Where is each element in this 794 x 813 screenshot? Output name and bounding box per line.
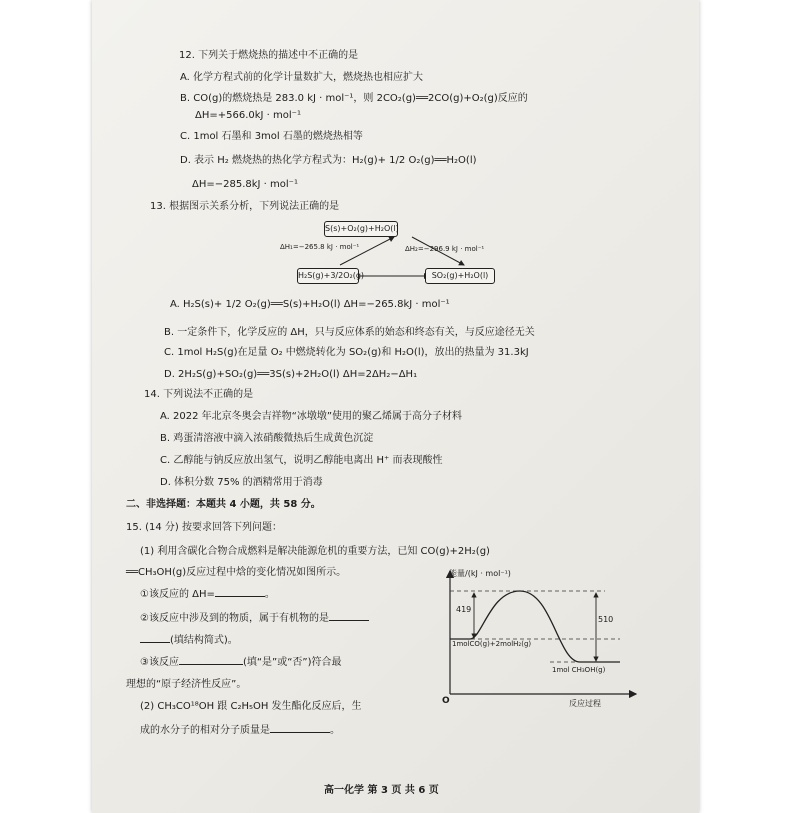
q14-stem: 14. 下列说法不正确的是 — [144, 389, 254, 400]
q13-option-a: A. H₂S(s)+ 1/2 O₂(g)══S(s)+H₂O(l) ΔH=−265.8kJ · mol⁻¹ — [170, 299, 450, 310]
page-footer: 高一化学 第 3 页 共 6 页 — [324, 785, 439, 796]
hess-dh1-label: ΔH₁=−265.8 kJ · mol⁻¹ — [280, 243, 360, 251]
q12-stem: 12. 下列关于燃烧热的描述中不正确的是 — [179, 50, 359, 61]
section-two-heading: 二、非选择题：本题共 4 小题，共 58 分。 — [126, 499, 321, 510]
q14-option-a: A. 2022 年北京冬奥会吉祥物“冰墩墩”使用的聚乙烯属于高分子材料 — [160, 411, 463, 422]
q15-sub3-blank[interactable] — [179, 664, 243, 665]
q15-sub1 — [140, 588, 275, 602]
energy-510-label: 510 — [598, 615, 614, 624]
product-label: 1mol CH₃OH(g) — [552, 666, 606, 674]
q15-part2-text: 成的水分子的相对分子质量是 — [140, 725, 270, 736]
q15-sub2-cont — [140, 634, 238, 648]
q12-option-b: B. CO(g)的燃烧热是 283.0 kJ · mol⁻¹，则 2CO₂(g)══2CO(g)+O₂(g)反应的 — [180, 93, 528, 104]
exam-page — [92, 0, 699, 813]
hess-box-left: H₂S(g)+3/2O₂(g) — [297, 268, 359, 284]
q15-sub2-blank[interactable] — [329, 620, 369, 621]
q14-option-b: B. 鸡蛋清溶液中滴入浓硝酸微热后生成黄色沉淀 — [160, 433, 374, 444]
q14-option-d: D. 体积分数 75% 的酒精常用于消毒 — [160, 477, 323, 488]
q13-option-d: D. 2H₂S(g)+SO₂(g)══3S(s)+2H₂O(l) ΔH=2ΔH₂−ΔH₁ — [164, 369, 418, 380]
q12-option-a: A. 化学方程式前的化学计量数扩大，燃烧热也相应扩大 — [180, 72, 424, 83]
energy-origin-label: O — [442, 696, 450, 706]
reactant-label: 1molCO(g)+2molH₂(g) — [452, 640, 532, 648]
q12-option-d-cont: ΔH=−285.8kJ · mol⁻¹ — [192, 179, 298, 190]
q15-sub1-text: ①该反应的 ΔH= — [140, 589, 215, 600]
q15-sub3-cont: 理想的“原子经济性反应”。 — [126, 679, 247, 690]
reaction-curve — [450, 591, 620, 662]
hess-box-right: SO₂(g)+H₂O(l) — [425, 268, 495, 284]
hess-box-top: S(s)+O₂(g)+H₂O(l) — [324, 221, 398, 237]
q15-part1-line2: ══CH₃OH(g)反应过程中焓的变化情况如图所示。 — [126, 567, 347, 578]
q15-part2-line2 — [140, 724, 340, 738]
q15-part1-line1: (1) 利用含碳化合物合成燃料是解决能源危机的重要方法，已知 CO(g)+2H₂(g) — [140, 546, 490, 557]
q12-option-d: D. 表示 H₂ 燃烧热的热化学方程式为：H₂(g)+ 1/2 O₂(g)══H₂O(l) — [180, 155, 477, 166]
hess-dh2-label: ΔH₂=−296.9 kJ · mol⁻¹ — [405, 245, 485, 253]
energy-419-label: 419 — [456, 605, 472, 614]
q14-option-c: C. 乙醇能与钠反应放出氢气，说明乙醇能电离出 H⁺ 而表现酸性 — [160, 455, 443, 466]
q15-sub2-text: ②该反应中涉及到的物质，属于有机物的是 — [140, 613, 329, 624]
q12-option-c: C. 1mol 石墨和 3mol 石墨的燃烧热相等 — [180, 131, 363, 142]
q15-sub3-text: ③该反应 — [140, 657, 179, 668]
energy-diagram — [440, 566, 640, 711]
q15-sub1-blank[interactable] — [215, 596, 265, 597]
q15-sub2 — [140, 612, 369, 626]
q15-stem: 15. (14 分) 按要求回答下列问题： — [126, 522, 282, 533]
q15-sub2-hint: (填结构简式)。 — [170, 635, 238, 646]
q15-part2-line1: (2) CH₃CO¹⁸OH 跟 C₂H₅OH 发生酯化反应后，生 — [140, 701, 362, 712]
q13-option-b: B. 一定条件下，化学反应的 ΔH，只与反应体系的始态和终态有关，与反应途径无关 — [164, 327, 535, 338]
q13-stem: 13. 根据图示关系分析，下列说法正确的是 — [150, 201, 340, 212]
q13-option-c: C. 1mol H₂S(g)在足量 O₂ 中燃烧转化为 SO₂(g)和 H₂O(l)，放出的热量为 31.3kJ — [164, 347, 529, 358]
q15-part2-end: 。 — [330, 725, 340, 736]
q12-option-b-cont: ΔH=+566.0kJ · mol⁻¹ — [195, 110, 301, 121]
energy-x-label: 反应过程 — [569, 699, 601, 708]
q15-sub3 — [140, 656, 342, 670]
q15-sub1-end: 。 — [264, 589, 275, 600]
q15-sub3-hint: (填“是”或“否”)符合最 — [242, 657, 342, 668]
q15-sub2-blank-cont[interactable] — [140, 642, 170, 643]
energy-y-label: 能量/(kJ · mol⁻¹) — [449, 569, 511, 578]
q15-part2-blank[interactable] — [270, 732, 330, 733]
